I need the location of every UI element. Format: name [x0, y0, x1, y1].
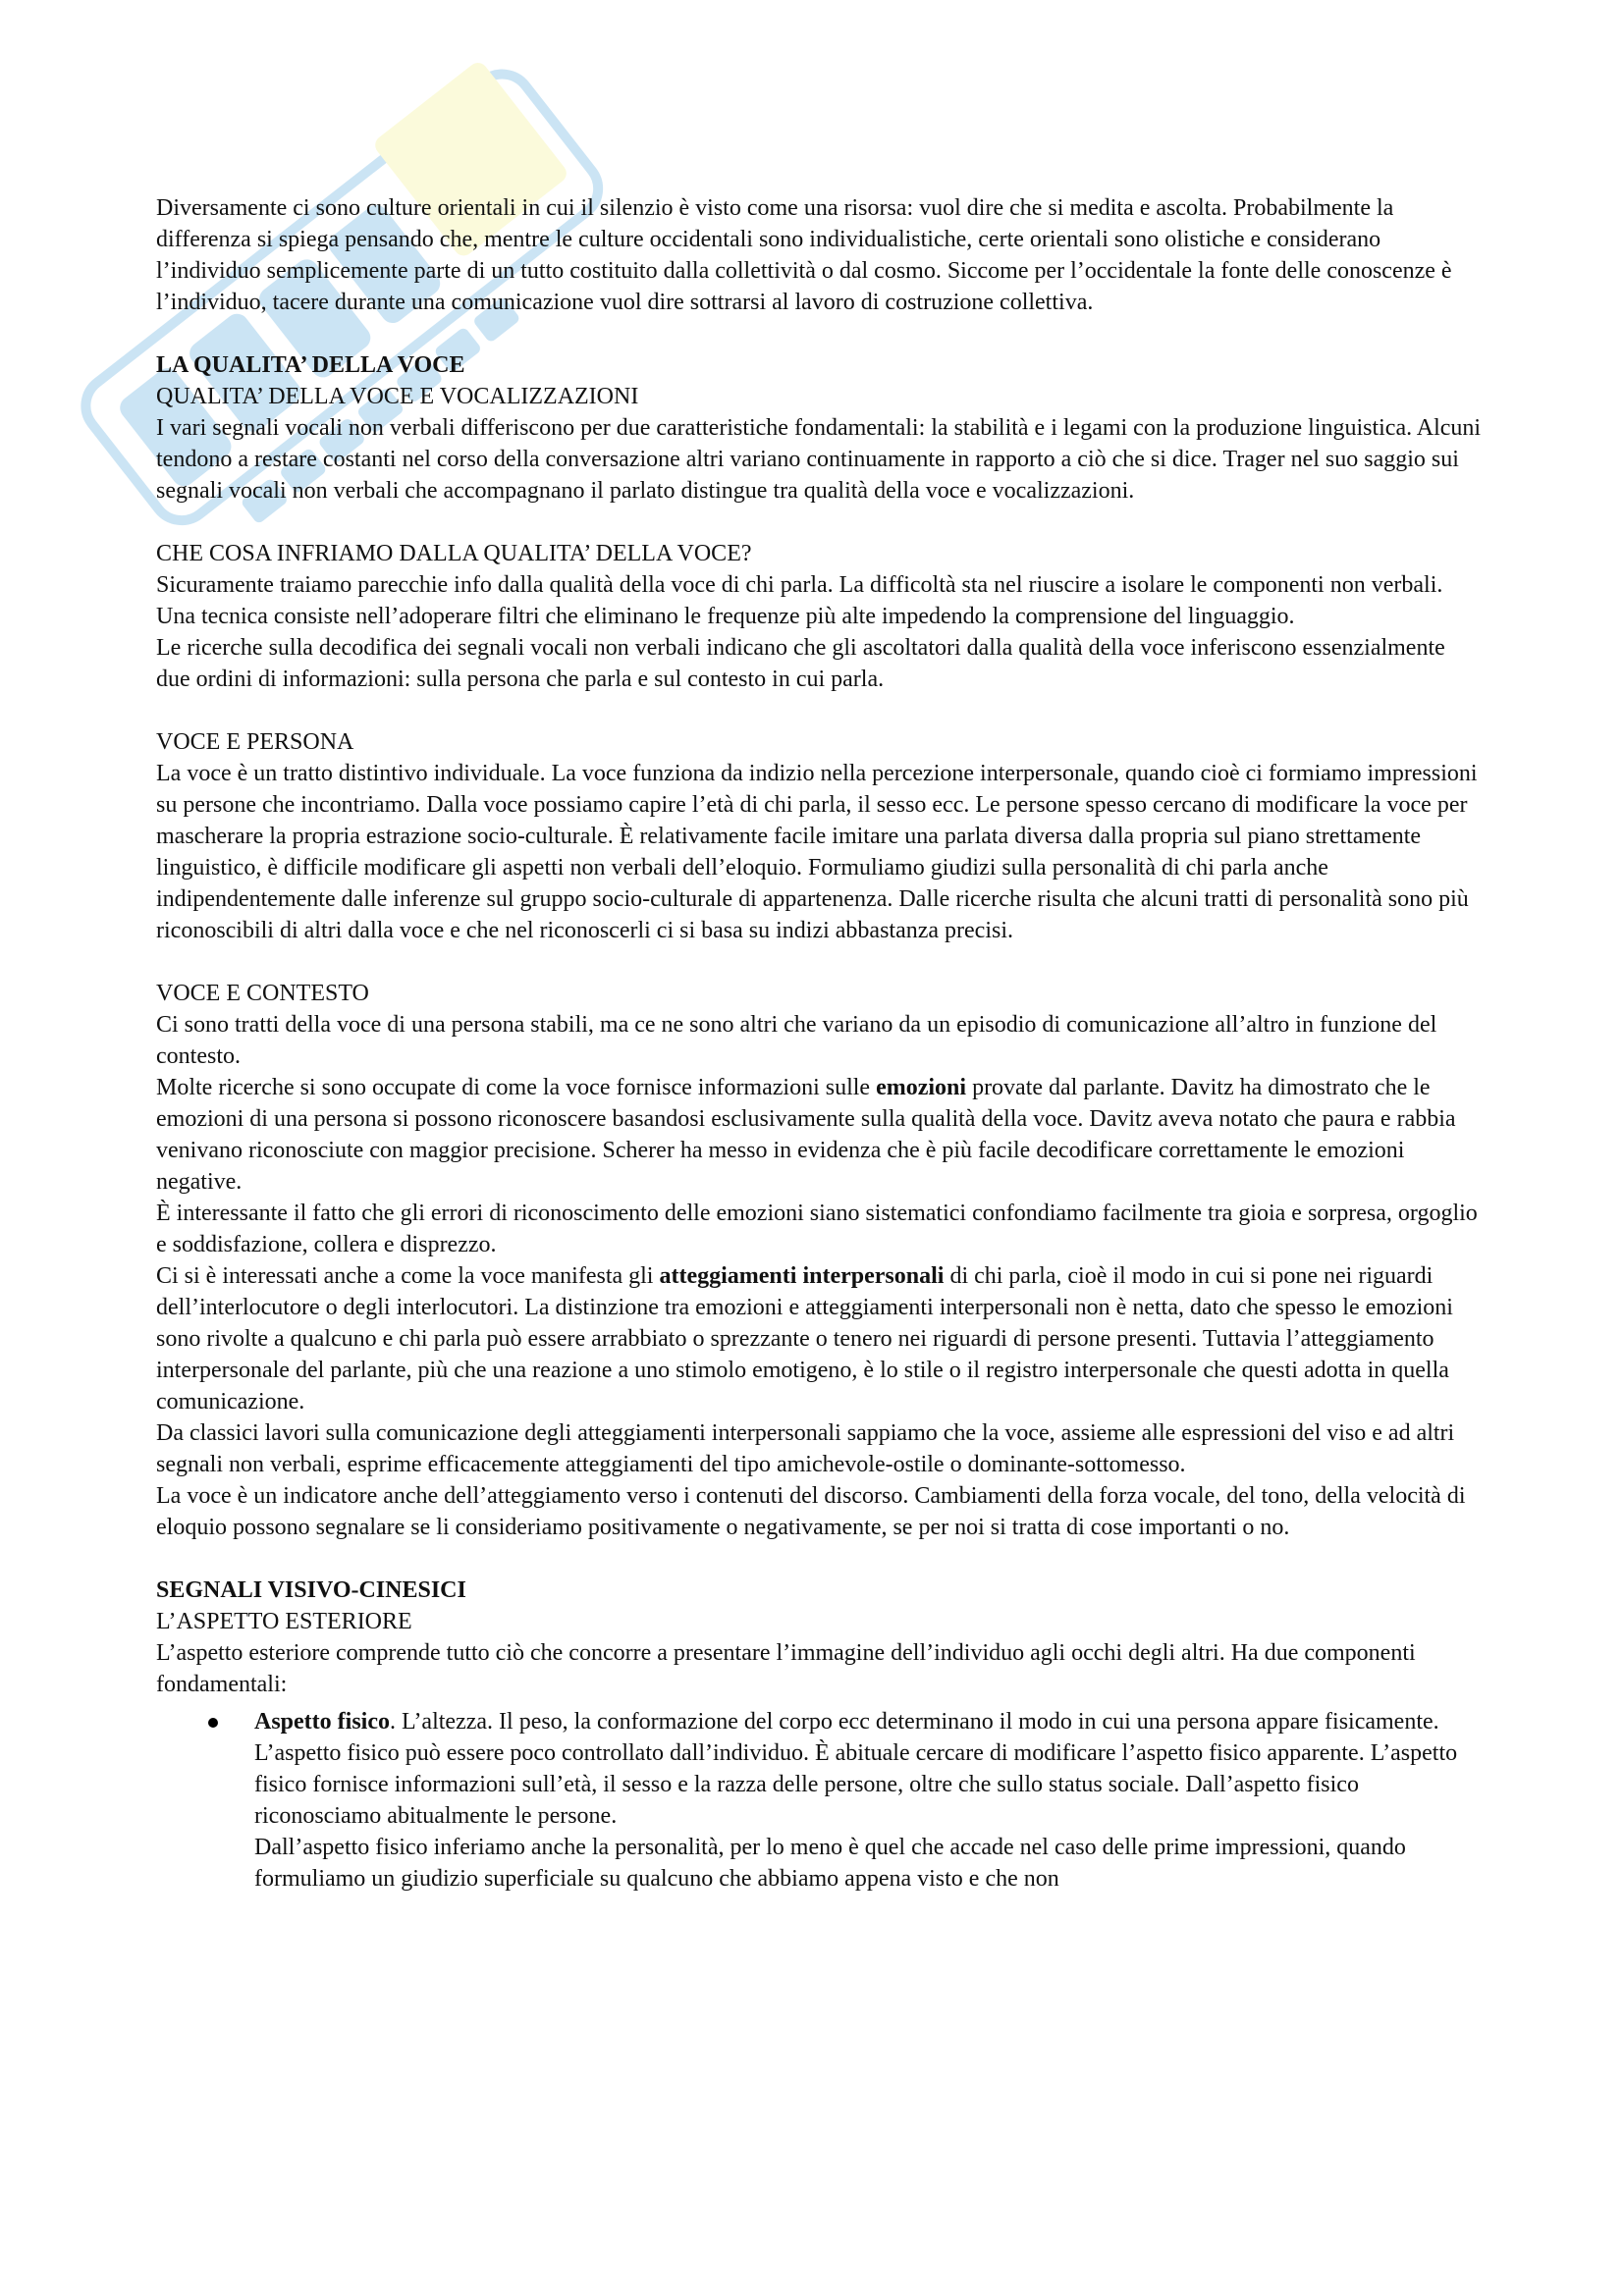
subheading-voice-quality-vocalizations: QUALITA’ DELLA VOCE E VOCALIZZAZIONI — [156, 384, 639, 409]
paragraph: Sicuramente traiamo parecchie info dalla qualità della voce di chi parla. La difficoltà sta nel riuscire a isolare le componenti non verbali. — [156, 572, 1443, 598]
text-span: provate dal parlante. Davitz ha dimostrato che le emozioni di una persona si possono riconoscere basandosi esclusivamente sulla qualità della voce. Davitz aveva notato che paura e rabbia venivano riconosciute con maggior precisione. Scherer ha messo in evidenza che è più facile decodificare correttamente le emozioni negative. — [156, 1075, 1456, 1195]
paragraph: La voce è un tratto distintivo individuale. La voce funziona da indizio nella percezione interpersonale, quando cioè ci formiamo impressioni su persone che incontriamo. Dalla voce possiamo capire l’età di chi parla, il sesso ecc. Le persone spesso cercano di modificare la voce per mascherare la propria estrazione socio-culturale. È relativamente facile imitare una parlata diversa dalla propria sul piano strettamente linguistico, è difficile modificare gli aspetti non verbali dell’eloquio. Formuliamo giudizi sulla personalità di chi parla anche indipendentemente dalle inferenze sul gruppo socio-culturale di appartenenza. Dalle ricerche risulta che alcuni tratti di personalità sono più riconoscibili di altri dalla voce e che nel riconoscerli ci si basa su indizi abbastanza precisi. — [156, 761, 1478, 943]
bullet-continuation: Dall’aspetto fisico inferiamo anche la personalità, per lo meno è quel che accade nel caso delle prime impressioni, quando formuliamo un giudizio superficiale su qualcuno che abbiamo appena visto e che non — [254, 1835, 1406, 1892]
bullet-icon — [208, 1718, 218, 1728]
spacer — [156, 946, 1482, 978]
paragraph: Ci sono tratti della voce di una persona stabili, ma ce ne sono altri che variano da un episodio di comunicazione all’altro in funzione del contesto. — [156, 1012, 1437, 1069]
spacer — [156, 318, 1482, 349]
bold-term-physical-appearance: Aspetto fisico — [254, 1709, 390, 1735]
paragraph: La voce è un indicatore anche dell’atteggiamento verso i contenuti del discorso. Cambiamenti della forza vocale, del tono, della velocità di eloquio possono segnalare se li consideriamo positivamente o negativamente, se per noi si tratta di cose importanti o no. — [156, 1483, 1466, 1540]
paragraph: L’aspetto esteriore comprende tutto ciò che concorre a presentare l’immagine dell’individuo agli occhi degli altri. Ha due componenti fondamentali: — [156, 1640, 1416, 1697]
paragraph: Una tecnica consiste nell’adoperare filtri che eliminano le frequenze più alte impedendo la comprensione del linguaggio. — [156, 604, 1295, 629]
subheading-voice-context: VOCE E CONTESTO — [156, 981, 369, 1006]
document-page — [156, 192, 1482, 1895]
section-heading-visual-kinesic: SEGNALI VISIVO-CINESICI — [156, 1577, 466, 1603]
text-span: di chi parla, cioè il modo in cui si pone nei riguardi dell’interlocutore o degli interlocutori. La distinzione tra emozioni e atteggiamenti interpersonali non è netta, dato che spesso le emozioni sono rivolte a qualcuno e chi parla può essere arrabbiato o sprezzante o tenero nei riguardi di persone presenti. Tuttavia l’atteggiamento interpersonale del parlante, più che una reazione a uno stimolo emotigeno, è lo stile o il registro interpersonale che questi adotta in quella comunicazione. — [156, 1263, 1453, 1415]
subheading-voice-person: VOCE E PERSONA — [156, 729, 354, 755]
list-item — [156, 1706, 1482, 1895]
bold-term-emotions: emozioni — [876, 1075, 967, 1100]
text-span: Molte ricerche si sono occupate di come la voce fornisce informazioni sulle — [156, 1075, 877, 1100]
bold-term-interpersonal-attitudes: atteggiamenti interpersonali — [659, 1263, 945, 1289]
paragraph-interpersonal-attitudes — [156, 1260, 1482, 1417]
text-span: . L’altezza. Il peso, la conformazione del corpo ecc determinano il modo in cui una persona appare fisicamente. L’aspetto fisico può essere poco controllato dall’individuo. È abituale cercare di modificare l’aspetto fisico apparente. L’aspetto fisico fornisce informazioni sull’età, il sesso e la razza delle persone, oltre che sullo status sociale. Dall’aspetto fisico riconosciamo abitualmente le persone. — [254, 1709, 1458, 1829]
spacer — [156, 1543, 1482, 1575]
text-span: Ci si è interessati anche a come la voce manifesta gli — [156, 1263, 660, 1289]
paragraph: I vari segnali vocali non verbali differiscono per due caratteristiche fondamentali: la stabilità e i legami con la produzione linguistica. Alcuni tendono a restare costanti nel corso della conversazione altri variano continuamente in rapporto a ciò che si dice. Trager nel suo saggio sui segnali vocali non verbali che accompagnano il parlato distingue tra qualità della voce e vocalizzazioni. — [156, 415, 1482, 504]
paragraph-emotions — [156, 1072, 1482, 1198]
paragraph: Le ricerche sulla decodifica dei segnali vocali non verbali indicano che gli ascoltatori dalla qualità della voce inferiscono essenzialmente due ordini di informazioni: sulla persona che parla e sul contesto in cui parla. — [156, 635, 1445, 692]
bullet-list — [156, 1706, 1482, 1895]
spacer — [156, 695, 1482, 726]
section-heading-voice-quality: LA QUALITA’ DELLA VOCE — [156, 352, 465, 378]
paragraph: È interessante il fatto che gli errori di riconoscimento delle emozioni siano sistematici confondiamo facilmente tra gioia e sorpresa, orgoglio e soddisfazione, collera e disprezzo. — [156, 1201, 1478, 1257]
subheading-external-appearance: L’ASPETTO ESTERIORE — [156, 1609, 412, 1634]
subheading-inference-voice-quality: CHE COSA INFRIAMO DALLA QUALITA’ DELLA VOCE? — [156, 541, 752, 566]
bullet-text — [254, 1706, 1482, 1832]
paragraph: Da classici lavori sulla comunicazione degli atteggiamenti interpersonali sappiamo che la voce, assieme alle espressioni del viso e ad altri segnali non verbali, esprime efficacemente atteggiamenti del tipo amichevole-ostile o dominante-sottomesso. — [156, 1420, 1455, 1477]
spacer — [156, 507, 1482, 538]
intro-paragraph: Diversamente ci sono culture orientali in cui il silenzio è visto come una risorsa: vuol dire che si medita e ascolta. Probabilmente la differenza si spiega pensando che, mentre le culture occidentali sono individualistiche, certe orientali sono olistiche e considerano l’individuo semplicemente parte di un tutto costituito dalla collettività o dal cosmo. Siccome per l’occidentale la fonte delle conoscenze è l’individuo, tacere durante una comunicazione vuol dire sottrarsi al lavoro di costruzione collettiva. — [156, 195, 1452, 315]
